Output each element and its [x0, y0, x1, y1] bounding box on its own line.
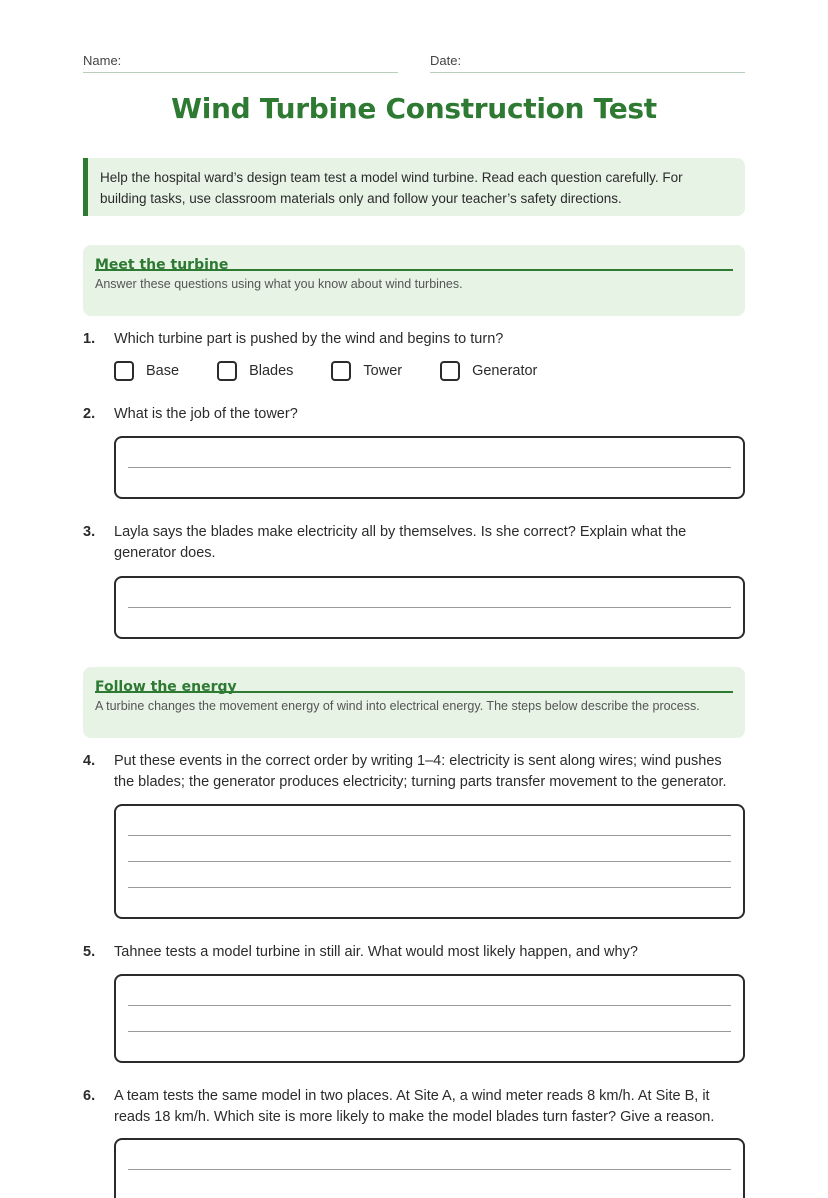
question-text: Tahnee tests a model turbine in still air. What would most likely happen, and why? [114, 944, 638, 960]
option-tower[interactable] [331, 361, 402, 381]
writing-line [128, 835, 731, 836]
question-number: 6. [83, 1088, 96, 1104]
intro-box: Help the hospital ward’s design team test a model wind turbine. Read each question carefully. For building tasks, use classroom materials only and follow your teacher’s safety directions. [83, 158, 745, 216]
option-label: Base [146, 363, 180, 379]
writing-line [128, 861, 731, 862]
option-blades[interactable] [217, 361, 293, 381]
checkbox[interactable] [331, 361, 351, 381]
option-label: Blades [249, 363, 294, 379]
header-fields [83, 52, 745, 73]
question-number: 1. [83, 331, 96, 347]
option-label: Tower [363, 363, 403, 379]
name-label: Name: [83, 53, 122, 68]
date-field[interactable] [430, 52, 745, 73]
question-text: Put these events in the correct order by writing 1–4: electricity is sent along wires; wind pushes the blades; the generator produces electricity; turning parts transfer movement to the generator. [114, 753, 727, 790]
date-label: Date: [430, 53, 462, 68]
checkbox[interactable] [114, 361, 134, 381]
answer-box-5[interactable] [114, 974, 745, 1063]
section-meet-the-turbine [83, 245, 745, 316]
section-title: Follow the energy [95, 667, 733, 693]
section-description: Answer these questions using what you know about wind turbines. [95, 277, 463, 291]
writing-line [128, 1031, 731, 1032]
question-text: Which turbine part is pushed by the wind and begins to turn? [114, 331, 504, 347]
option-base[interactable] [114, 361, 179, 381]
question-6 [83, 1086, 745, 1128]
answer-box-2[interactable] [114, 436, 745, 499]
question-text: What is the job of the tower? [114, 406, 298, 422]
page-title: Wind Turbine Construction Test [171, 92, 657, 125]
option-generator[interactable] [440, 361, 537, 381]
writing-line [128, 1169, 731, 1170]
writing-line [128, 1005, 731, 1006]
writing-line [128, 887, 731, 888]
writing-line [128, 607, 731, 608]
section-title: Meet the turbine [95, 245, 733, 271]
question-number: 5. [83, 944, 96, 960]
question-number: 3. [83, 524, 96, 540]
name-field[interactable] [83, 52, 398, 73]
question-2 [83, 404, 745, 425]
answer-box-3[interactable] [114, 576, 745, 639]
option-label: Generator [472, 363, 538, 379]
section-follow-the-energy [83, 667, 745, 738]
question-1-options [114, 361, 575, 381]
answer-box-4[interactable] [114, 804, 745, 919]
writing-line [128, 467, 731, 468]
question-number: 4. [83, 753, 96, 769]
question-1 [83, 329, 745, 350]
checkbox[interactable] [217, 361, 237, 381]
section-description: A turbine changes the movement energy of wind into electrical energy. The steps below describe the process. [95, 699, 700, 713]
question-text: Layla says the blades make electricity all by themselves. Is she correct? Explain what the generator does. [114, 524, 687, 561]
question-3 [83, 522, 745, 564]
answer-box-6[interactable] [114, 1138, 745, 1198]
question-number: 2. [83, 406, 96, 422]
checkbox[interactable] [440, 361, 460, 381]
question-4 [83, 751, 745, 793]
question-5 [83, 942, 745, 963]
question-text: A team tests the same model in two places. At Site A, a wind meter reads 8 km/h. At Site B, it reads 18 km/h. Which site is more likely to make the model blades turn faster? Give a reason. [114, 1088, 715, 1125]
